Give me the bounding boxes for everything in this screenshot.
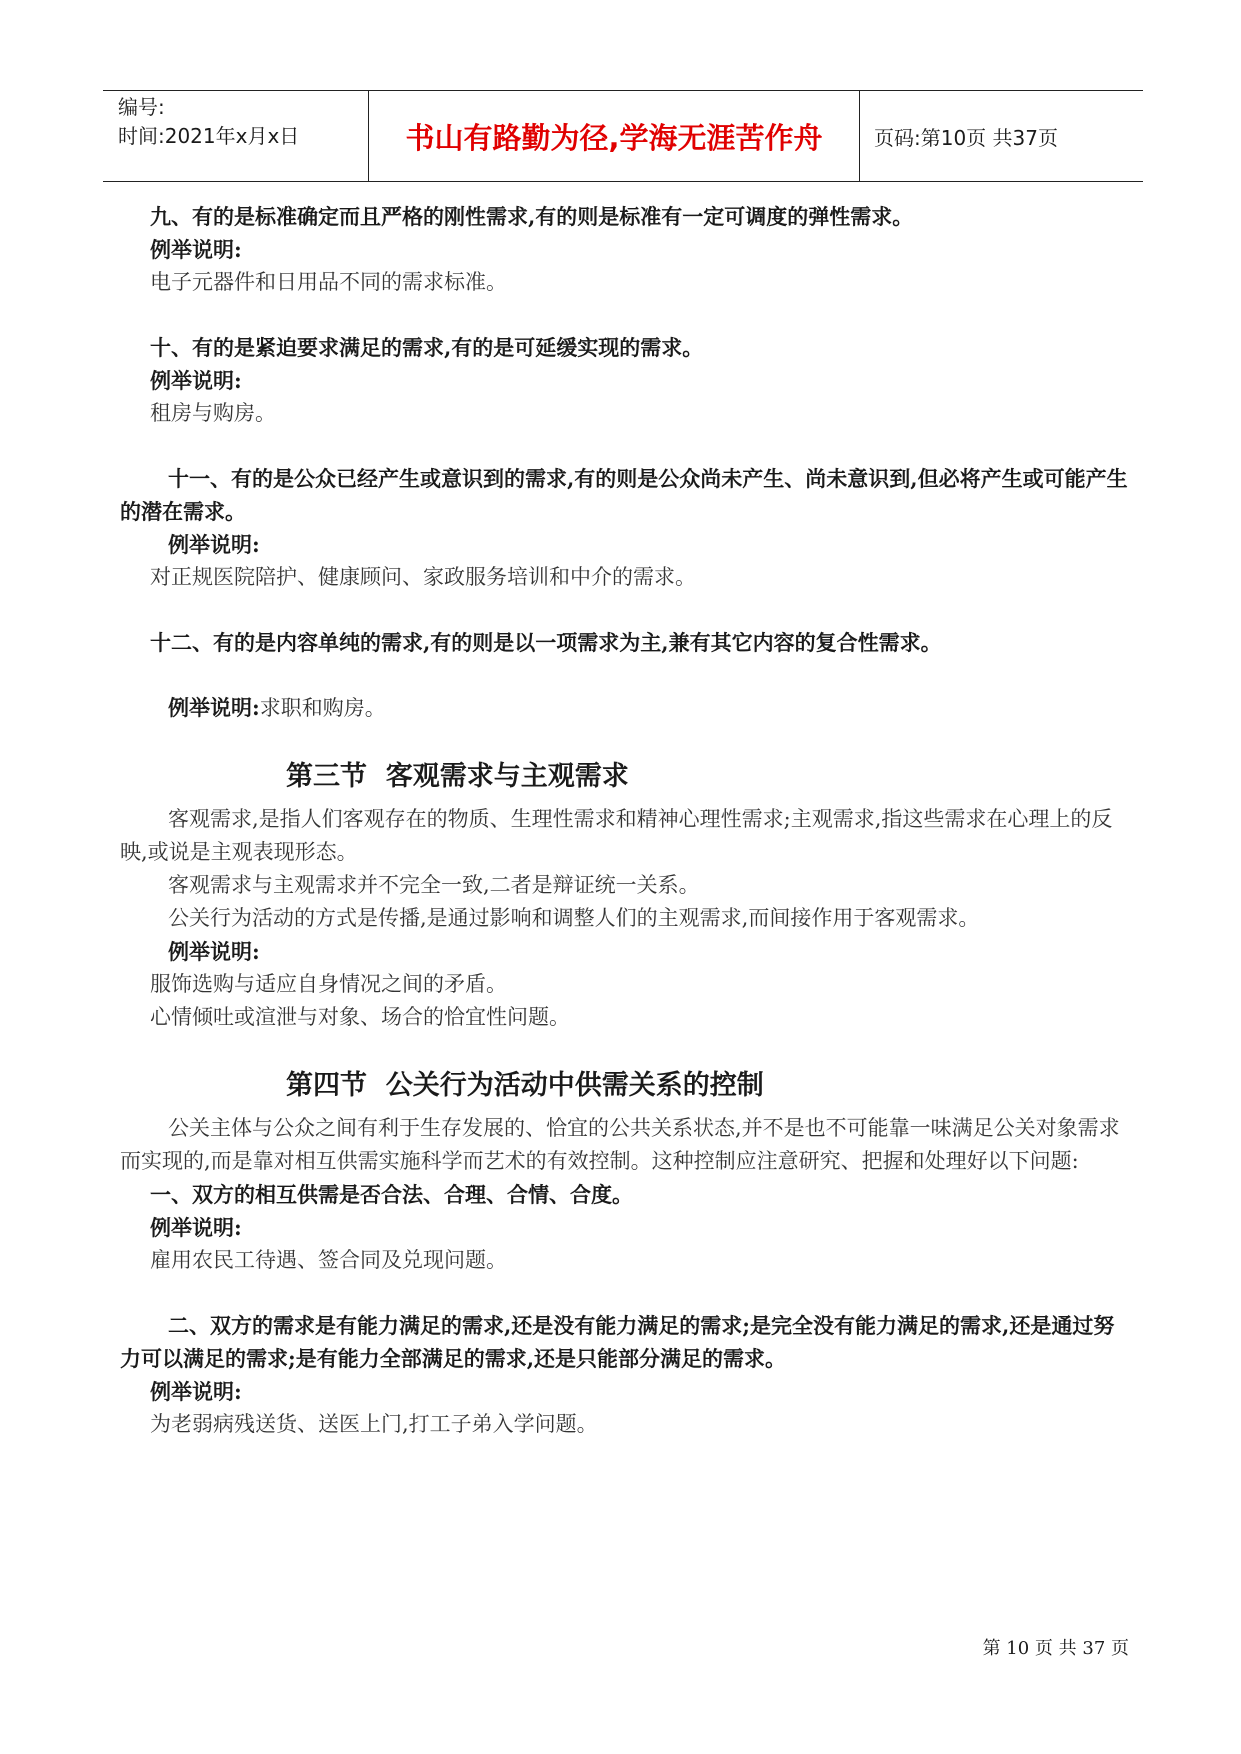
section-11-example-text: 对正规医院陪护、健康顾问、家政服务培训和中介的需求。 xyxy=(150,565,696,589)
section-9-title: 九、有的是标准确定而且严格的刚性需求,有的则是标准有一定可调度的弹性需求。 xyxy=(150,204,914,229)
section-4-item-2-example-label: 例举说明: xyxy=(150,1379,242,1404)
header-page-info: 页码:第10页 共37页 xyxy=(874,125,1058,150)
section-3-paragraph-3: 公关行为活动的方式是传播,是通过影响和调整人们的主观需求,而间接作用于客观需求。 xyxy=(168,906,980,930)
number-label: 编号: xyxy=(118,95,165,119)
section-11-example-label: 例举说明: xyxy=(168,532,260,557)
section-11-title: 十一、有的是公众已经产生或意识到的需求,有的则是公众尚未产生、尚未意识到,但必将产生或可能产生的潜在需求。 xyxy=(120,466,1128,524)
section-3-paragraph-2: 客观需求与主观需求并不完全一致,二者是辩证统一关系。 xyxy=(168,873,700,897)
time-label: 时间:2021年x月x日 xyxy=(118,124,300,148)
header-left-cell xyxy=(103,91,369,181)
section-12-example-label: 例举说明: xyxy=(168,695,260,720)
section-4-item-1-example-text: 雇用农民工待遇、签合同及兑现问题。 xyxy=(150,1248,507,1272)
section-10-example-label: 例举说明: xyxy=(150,368,242,393)
section-4-heading: 第四节 公关行为活动中供需关系的控制 xyxy=(286,1070,764,1101)
section-12-title: 十二、有的是内容单纯的需求,有的则是以一项需求为主,兼有其它内容的复合性需求。 xyxy=(150,630,942,655)
section-9-example-label: 例举说明: xyxy=(150,237,242,262)
section-3-example-1: 服饰选购与适应自身情况之间的矛盾。 xyxy=(150,972,507,996)
header-table xyxy=(103,90,1143,182)
section-12-example xyxy=(120,691,1130,725)
section-4-item-1-title: 一、双方的相互供需是否合法、合理、合情、合度。 xyxy=(150,1182,633,1207)
document-body xyxy=(120,200,1130,1441)
section-10-example-text: 租房与购房。 xyxy=(150,401,276,425)
section-12-example-text: 求职和购房。 xyxy=(259,696,386,720)
section-4-item-2-example-text: 为老弱病残送货、送医上门,打工子弟入学问题。 xyxy=(150,1412,598,1436)
section-10-title: 十、有的是紧迫要求满足的需求,有的是可延缓实现的需求。 xyxy=(150,335,704,360)
section-4-item-1-example-label: 例举说明: xyxy=(150,1215,242,1240)
section-4-item-2-title: 二、双方的需求是有能力满足的需求,还是没有能力满足的需求;是完全没有能力满足的需求,还是通过努力可以满足的需求;是有能力全部满足的需求,还是只能部分满足的需求。 xyxy=(120,1313,1115,1371)
section-3-example-2: 心情倾吐或渲泄与对象、场合的恰宜性问题。 xyxy=(150,1005,570,1029)
page-footer: 第 10 页 共 37 页 xyxy=(982,1638,1129,1659)
header-motto: 书山有路勤为径,学海无涯苦作舟 xyxy=(369,91,860,181)
section-9-example-text: 电子元器件和日用品不同的需求标准。 xyxy=(150,270,507,294)
section-4-paragraph-1: 公关主体与公众之间有利于生存发展的、恰宜的公共关系状态,并不是也不可能靠一味满足公关对象需求而实现的,而是靠对相互供需实施科学而艺术的有效控制。这种控制应注意研究、把握和处理好以下问题: xyxy=(120,1116,1120,1173)
section-3-example-label: 例举说明: xyxy=(168,939,260,964)
section-3-heading: 第三节 客观需求与主观需求 xyxy=(286,761,629,792)
section-3-paragraph-1: 客观需求,是指人们客观存在的物质、生理性需求和精神心理性需求;主观需求,指这些需求在心理上的反映,或说是主观表现形态。 xyxy=(120,807,1113,864)
